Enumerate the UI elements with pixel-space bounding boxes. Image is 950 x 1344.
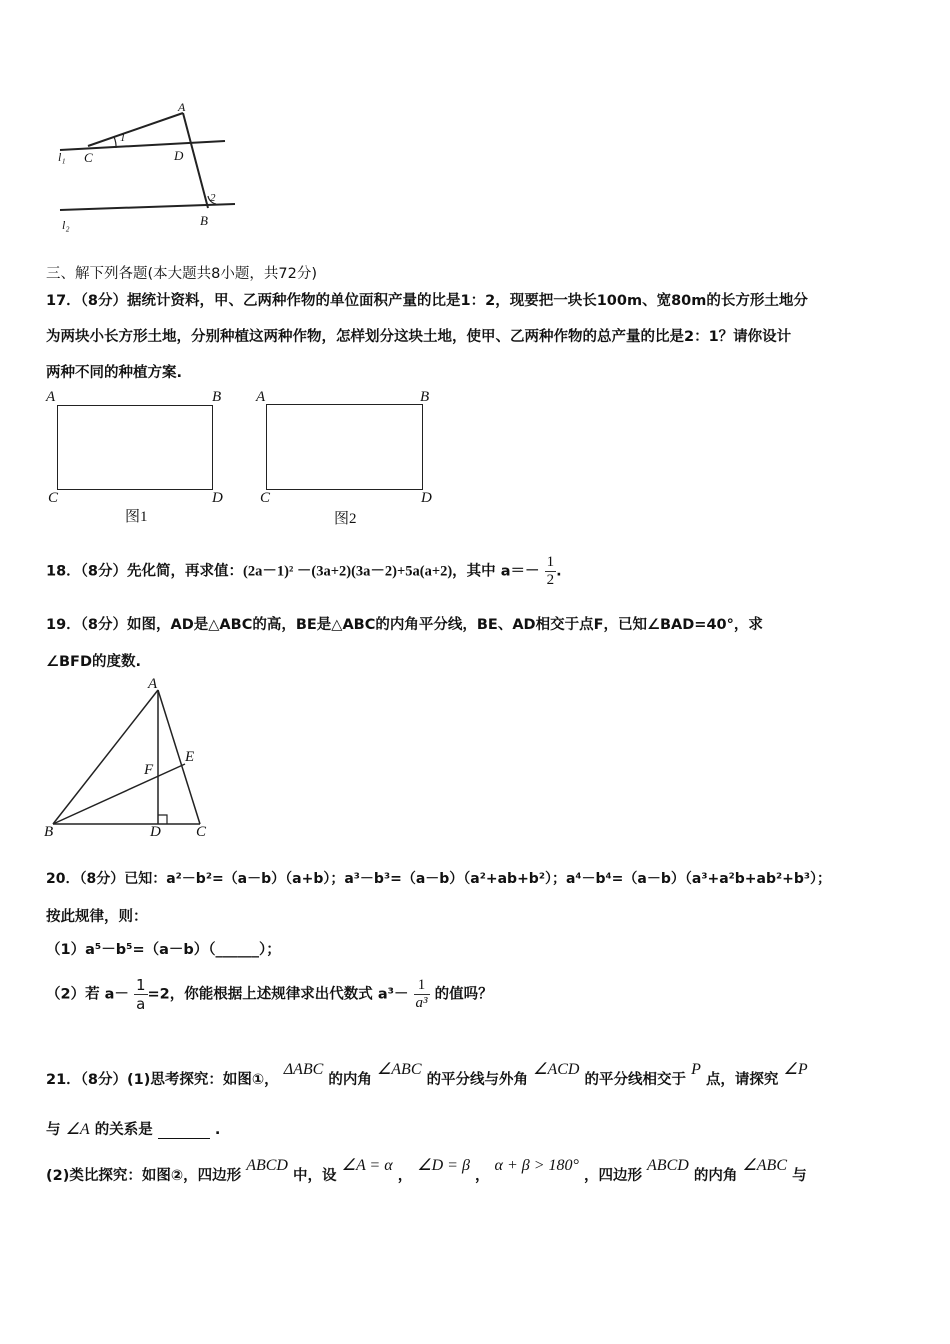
q18-expression: (2a－1)² －(3a+2)(3a－2)+5a(a+2) [243, 563, 453, 580]
q21-line1 [46, 1061, 808, 1089]
q21-line2 [46, 1118, 220, 1139]
fig-label-l1: l₁ [58, 150, 66, 164]
q21-answer-blank[interactable] [158, 1122, 210, 1139]
fig1-label-d: D [212, 490, 223, 506]
q19-line2: ∠BFD的度数. [46, 654, 142, 670]
fig1-caption: 图1 [125, 509, 148, 525]
fig-label-d: D [174, 148, 184, 163]
q20-part2 [46, 976, 493, 1013]
q17-line2: 为两块小长方形土地，分别种植这两种作物，怎样划分这块土地，使甲、乙两种作物的总产量的比是2：1？请你设计 [46, 329, 792, 345]
q21-t5: 点，请探究 [705, 1072, 779, 1088]
q21-t3: 的平分线与外角 [426, 1072, 529, 1088]
q20-fraction1 [134, 976, 148, 1013]
q21-t1: 21．（8分）(1)思考探究：如图①， [46, 1072, 279, 1088]
q21-s7: 与 [792, 1168, 807, 1184]
fig-label-c: C [84, 150, 93, 165]
fig2-label-d: D [421, 490, 432, 506]
q21-s3: ， [397, 1168, 413, 1184]
q20-part2-c: 的值吗？ [434, 986, 493, 1003]
q19-label-c: C [196, 824, 207, 840]
fig1-label-c: C [48, 490, 59, 506]
q20-line1: 20．（8分）已知：a²－b²=（a－b）（a+b）；a³－b³=（a－b）（a²+ab+b²）；a⁴－b⁴=（a－b）（a³+a²b+ab²+b³）； [46, 871, 832, 887]
q21-s5: ，四边形 [583, 1168, 642, 1184]
fig2-label-a: A [256, 389, 266, 405]
section-heading: 三、解下列各题(本大题共8小题，共72分) [46, 266, 317, 282]
q21-line3 [46, 1157, 807, 1185]
q20-part2-a: （2）若 a－ [46, 986, 129, 1003]
q21-t7: 的关系是 [94, 1122, 153, 1138]
q20-fraction2 [414, 977, 430, 1012]
q21-m6: ∠A [65, 1121, 90, 1138]
q21-s1: (2)类比探究：如图②，四边形 [46, 1168, 242, 1184]
fig-label-b: B [200, 213, 208, 228]
q20-part1: （1）a⁵－b⁵=（a－b）（______）； [46, 942, 281, 958]
q21-t8: . [214, 1122, 221, 1138]
q21-m3: ∠ACD [533, 1061, 580, 1078]
q17-line1: 17．（8分）据统计资料，甲、乙两种作物的单位面积产量的比是1：2，现要把一块长100m、宽80m的长方形土地分 [46, 293, 808, 309]
q18-line [46, 554, 562, 589]
fig-label-a: A [178, 100, 186, 114]
q17-line3: 两种不同的种植方案. [46, 365, 183, 381]
q20-part2-b: =2，你能根据上述规律求出代数式 a³－ [147, 986, 409, 1003]
q19-line1: 19．（8分）如图，AD是△ABC的高，BE是△ABC的内角平分线，BE、AD相交于点F，已知∠BAD=40°，求 [46, 617, 763, 633]
q21-sm3: ∠D = β [417, 1157, 470, 1174]
q18-end: . [556, 563, 562, 580]
q21-s4: ， [474, 1168, 490, 1184]
parallel-lines-figure [50, 96, 250, 241]
q21-t4: 的平分线相交于 [584, 1072, 687, 1088]
q18-fraction [545, 554, 557, 589]
q19-label-e: E [185, 749, 195, 765]
q18-frac-num: 1 [546, 554, 555, 570]
q20-frac2-num: 1 [417, 977, 426, 993]
q18-condition: ，其中 a＝－ [452, 563, 540, 580]
q17-rect-fig1 [57, 405, 213, 490]
q21-m5: ∠P [783, 1061, 808, 1078]
q21-m1: ΔABC [283, 1061, 324, 1078]
q19-label-d: D [150, 824, 161, 840]
q20-line2: 按此规律，则： [46, 909, 148, 925]
fig1-label-b: B [212, 389, 222, 405]
q20-frac1-den: a [134, 994, 148, 1013]
q17-rect-fig2 [266, 404, 423, 490]
q18-prefix: 18．（8分）先化简，再求值： [46, 563, 244, 580]
q21-s6: 的内角 [693, 1168, 738, 1184]
fig2-caption: 图2 [334, 511, 357, 527]
fig-label-l2: l₂ [62, 218, 70, 232]
q21-sm6: ∠ABC [742, 1157, 787, 1174]
fig-angle-1: 1 [120, 132, 126, 144]
q19-label-f: F [144, 762, 154, 778]
fig-angle-2: 2 [210, 192, 216, 204]
q21-m2: ∠ABC [376, 1061, 422, 1078]
q19-triangle-figure [40, 680, 230, 845]
q21-sm1: ABCD [246, 1157, 288, 1174]
fig2-label-b: B [420, 389, 430, 405]
q19-label-a: A [148, 676, 158, 692]
q21-s2: 中，设 [293, 1168, 337, 1184]
fig1-label-a: A [46, 389, 56, 405]
q18-frac-den: 2 [546, 572, 555, 588]
q21-t6: 与 [46, 1122, 61, 1138]
q21-t2: 的内角 [328, 1072, 372, 1088]
q20-frac2-den: a³ [415, 995, 428, 1011]
q21-m4: P [691, 1061, 701, 1078]
q21-sm5: ABCD [647, 1157, 689, 1174]
q20-frac1-num: 1 [135, 976, 146, 994]
q21-sm2: ∠A = α [341, 1157, 393, 1174]
fig2-label-c: C [260, 490, 271, 506]
q19-label-b: B [44, 824, 54, 840]
q21-sm4: α + β > 180° [494, 1157, 579, 1174]
